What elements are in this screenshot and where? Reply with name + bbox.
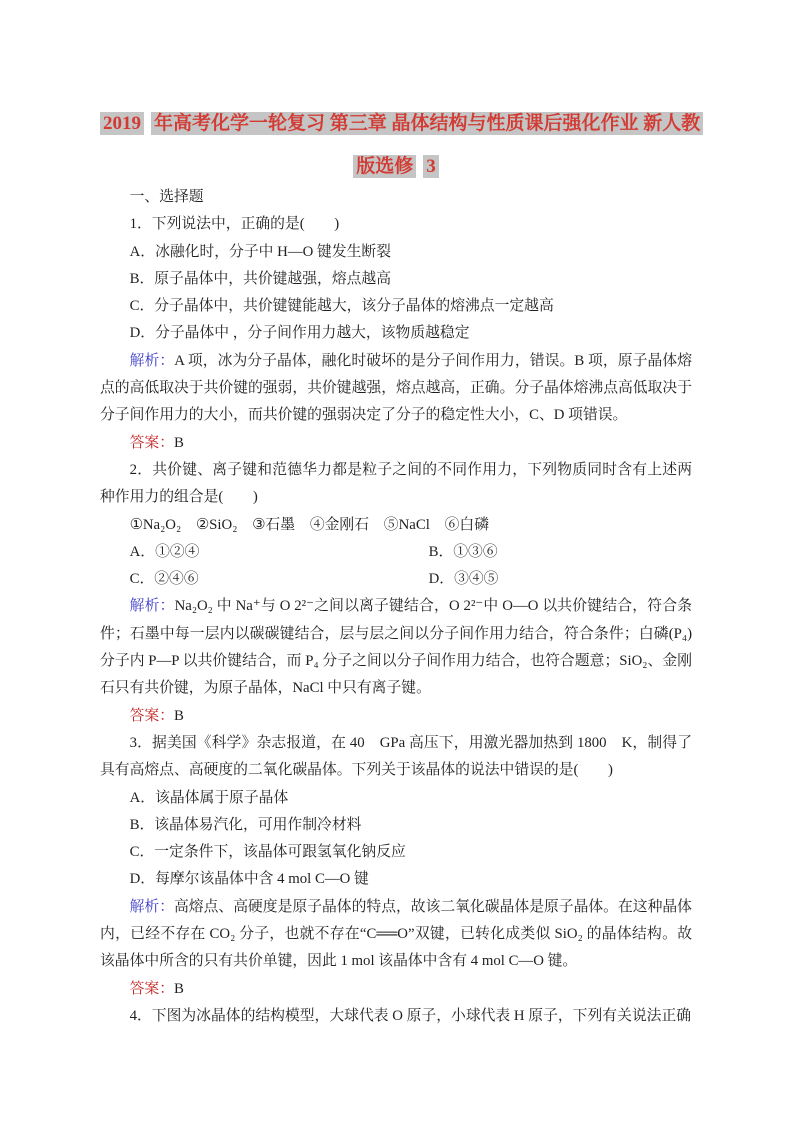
document-body	[100, 184, 692, 1030]
q2-option-a: A．①②④	[129, 543, 200, 560]
q2-options-row-2	[100, 566, 692, 593]
q3-option-d: D．每摩尔该晶体中含 4 mol C—O 键	[129, 871, 369, 888]
q2-analysis-label: 解析：	[129, 598, 175, 615]
q3-stem: 3．据美国《科学》杂志报道，在 40 GPa 高压下，用激光器加热到 1800 K，制得了具有高熔点、高硬度的二氧化碳晶体。下列关于该晶体的说法中错误的是( )	[100, 734, 692, 779]
q1-option-b: B．原子晶体中，共价键越强，熔点越高	[129, 270, 392, 287]
q2-answer-label: 答案：	[129, 707, 174, 724]
q1-answer-line	[100, 430, 692, 457]
title-main-highlight: 年高考化学一轮复习 第三章 晶体结构与性质课后强化作业 新人教	[151, 112, 703, 135]
q2-option-b: B．①③⑥	[428, 543, 498, 560]
q2-answer-value: B	[174, 707, 184, 724]
q2-stem: 2．共价键、离子键和范德华力都是粒子之间的不同作用力，下列物质同时含有上述两种作用力的组合是( )	[100, 461, 692, 506]
document-title	[100, 102, 701, 188]
q3-option-b: B．该晶体易汽化，可用作制冷材料	[129, 816, 362, 833]
q3-answer-line	[100, 976, 692, 1003]
q1-analysis-line	[100, 348, 692, 430]
q2-option-c: C．②④⑥	[129, 571, 199, 588]
q1-option-a: A．冰融化时，分子中 H—O 键发生断裂	[129, 243, 392, 260]
q3-analysis-text: 高熔点、高硬度是原子晶体的特点，故该二氧化碳晶体是原子晶体。在这种晶体内，已经不存在 CO₂ 分子，也就不存在“C══O”双键，已转化成类似 SiO₂ 的晶体结构。故该晶体中所含的只有共价单键，因此 1 mol 该晶体中含有 4 mol C—O 键。	[100, 898, 692, 970]
q3-analysis-label: 解析：	[129, 898, 174, 915]
q1-option-c: C．分子晶体中，共价键键能越大，该分子晶体的熔沸点一定越高	[129, 298, 554, 315]
q2-analysis-line	[100, 593, 692, 702]
title-volume-highlight: 3	[423, 155, 439, 178]
q3-analysis-line	[100, 894, 692, 976]
title-line-2	[100, 145, 692, 188]
q1-option-d: D．分子晶体中 ，分子间作用力越大，该物质越稳定	[129, 325, 470, 342]
q3-answer-label: 答案：	[129, 980, 174, 997]
q3-option-a: A．该晶体属于原子晶体	[129, 789, 289, 806]
q1-answer-value: B	[174, 434, 184, 451]
q2-analysis-text: Na₂O₂ 中 Na⁺与 O 2²⁻之间以离子键结合，O 2²⁻中 O—O 以共价键结合，符合条件；石墨中每一层内以碳碳键结合，层与层之间以分子间作用力结合，符合条件；白磷(P₄)分子内 P—P 以共价键结合，而 P₄ 分子之间以分子间作用力结合，也符合题意；SiO₂、金刚石只有共价键，为原子晶体，NaCl 中只有离子键。	[100, 598, 692, 697]
q2-answer-line	[100, 703, 692, 730]
q1-analysis-label: 解析：	[129, 352, 175, 369]
q4-stem: 4．下图为冰晶体的结构模型，大球代表 O 原子，小球代表 H 原子，下列有关说法正确	[129, 1007, 692, 1024]
q1-answer-label: 答案：	[129, 434, 174, 451]
title-line-1	[100, 102, 701, 145]
section-header: 一、选择题	[129, 189, 204, 205]
q3-answer-value: B	[174, 980, 184, 997]
q2-substance-list: ①Na₂O₂ ②SiO₂ ③石墨 ④金刚石 ⑤NaCl ⑥白磷	[129, 516, 490, 533]
q2-option-d: D．③④⑤	[428, 571, 499, 588]
q1-analysis-text: A 项，冰为分子晶体，融化时破坏的是分子间作用力，错误。B 项，原子晶体熔点的高低取决于共价键的强弱，共价键越强，熔点越高，正确。分子晶体熔沸点高低取决于分子间作用力的大小，而共价键的强弱决定了分子的稳定性大小，C、D 项错误。	[100, 352, 692, 424]
title-edition-highlight: 版选修	[353, 155, 416, 178]
q3-option-c: C．一定条件下，该晶体可跟氢氧化钠反应	[129, 844, 406, 861]
title-year-highlight: 2019	[100, 112, 144, 135]
q2-options-row-1	[100, 539, 692, 566]
q1-stem: 1．下列说法中，正确的是( )	[129, 216, 340, 233]
